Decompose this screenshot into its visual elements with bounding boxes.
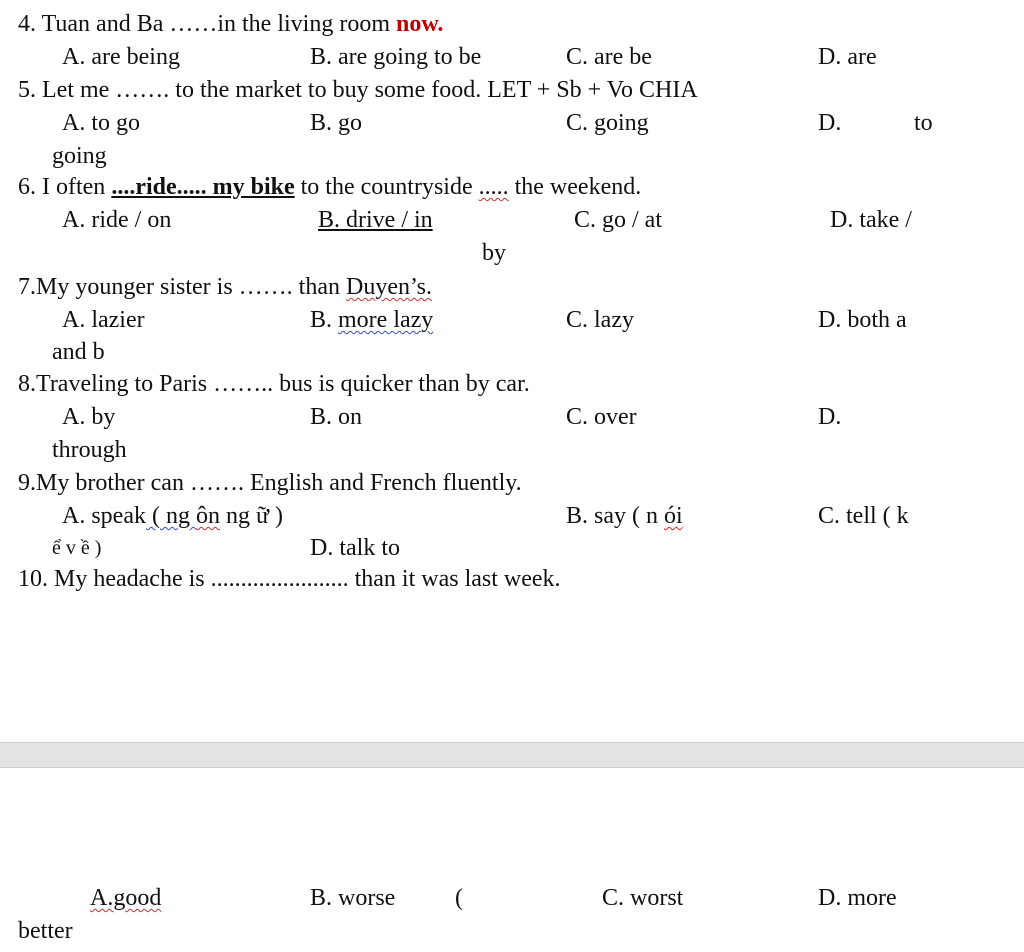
q4-stem (18, 9, 443, 39)
q6-stem-part: to the countryside (294, 174, 479, 200)
q7-option-d-continuation: and b (52, 339, 105, 365)
q7-option-d: D. both a (818, 307, 907, 333)
q9-option-a-note: ôn (195, 503, 220, 529)
q7-option-c: C. lazy (566, 307, 634, 333)
q9-stem: 9.My brother can ……. English and French fluently. (18, 470, 522, 496)
q8-option-d-continuation: through (52, 437, 127, 463)
q6-option-d-continuation: by (482, 240, 506, 266)
q9-option-c: C. tell ( k (818, 503, 909, 529)
q5-option-b: B. go (310, 110, 363, 136)
q9-option-b-note: ói (664, 503, 683, 529)
q9-option-a (62, 501, 283, 531)
q4-option-b: B. are going to be (310, 44, 482, 70)
q9-option-a-note: ( ng (145, 503, 196, 529)
q6-option-d: D. take / (830, 207, 912, 233)
q10-option-b-paren: ( (455, 885, 463, 911)
q8-option-a: A. by (62, 404, 116, 430)
q8-option-c: C. over (566, 404, 637, 430)
q9-option-d: D. talk to (310, 535, 400, 561)
q9-option-b-word: B. say ( n (566, 503, 664, 529)
q5-option-d-continuation: going (52, 143, 107, 169)
q6-stem-part: the weekend. (508, 174, 642, 200)
q10-option-d: D. more (818, 885, 897, 911)
q4-option-c: C. are be (566, 44, 652, 70)
q6-stem (18, 172, 641, 202)
q6-blank: ..... (478, 174, 509, 200)
page-break-divider (0, 742, 1024, 768)
q5-option-d: D. (818, 110, 842, 136)
q4-stem-text: 4. Tuan and Ba ……in the living room (18, 11, 396, 37)
q7-stem-text: 7.My younger sister is ……. than (18, 274, 346, 300)
q6-blank-answer: ....ride..... my bike (111, 174, 295, 200)
q5-option-a: A. to go (62, 110, 140, 136)
q9-option-c-continuation: ể v ề ) (52, 537, 102, 559)
q6-option-b: B. drive / in (318, 207, 433, 233)
q7-option-b-text: more lazy (338, 307, 434, 333)
q4-option-d: D. are (818, 44, 877, 70)
q10-option-a: A.good (90, 885, 162, 911)
q5-option-c: C. going (566, 110, 649, 136)
q6-option-a: A. ride / on (62, 207, 172, 233)
q4-highlight: now. (396, 11, 444, 37)
q9-option-b (566, 501, 683, 531)
q7-option-b-letter: B. (310, 307, 339, 333)
q7-stem (18, 272, 432, 302)
q4-option-a: A. are being (62, 44, 180, 70)
q5-option-d-word: to (914, 110, 933, 136)
q5-stem: 5. Let me ……. to the market to buy some food. LET + Sb + Vo CHIA (18, 77, 698, 103)
q8-option-d: D. (818, 404, 842, 430)
q8-option-b: B. on (310, 404, 363, 430)
q6-stem-part: 6. I often (18, 174, 112, 200)
q8-stem: 8.Traveling to Paris …….. bus is quicker than by car. (18, 371, 530, 397)
q10-option-b: B. worse (310, 885, 396, 911)
q9-option-a-word: A. speak (62, 503, 146, 529)
q7-option-b (310, 305, 433, 335)
q6-option-c: C. go / at (574, 207, 662, 233)
q10-option-d-continuation: better (18, 918, 73, 944)
q10-option-c: C. worst (602, 885, 684, 911)
q7-stem-word: Duyen’s. (345, 274, 432, 300)
q9-option-a-note: ng ữ ) (219, 503, 283, 529)
q7-option-a: A. lazier (62, 307, 145, 333)
q10-stem: 10. My headache is ....................... than it was last week. (18, 566, 561, 592)
